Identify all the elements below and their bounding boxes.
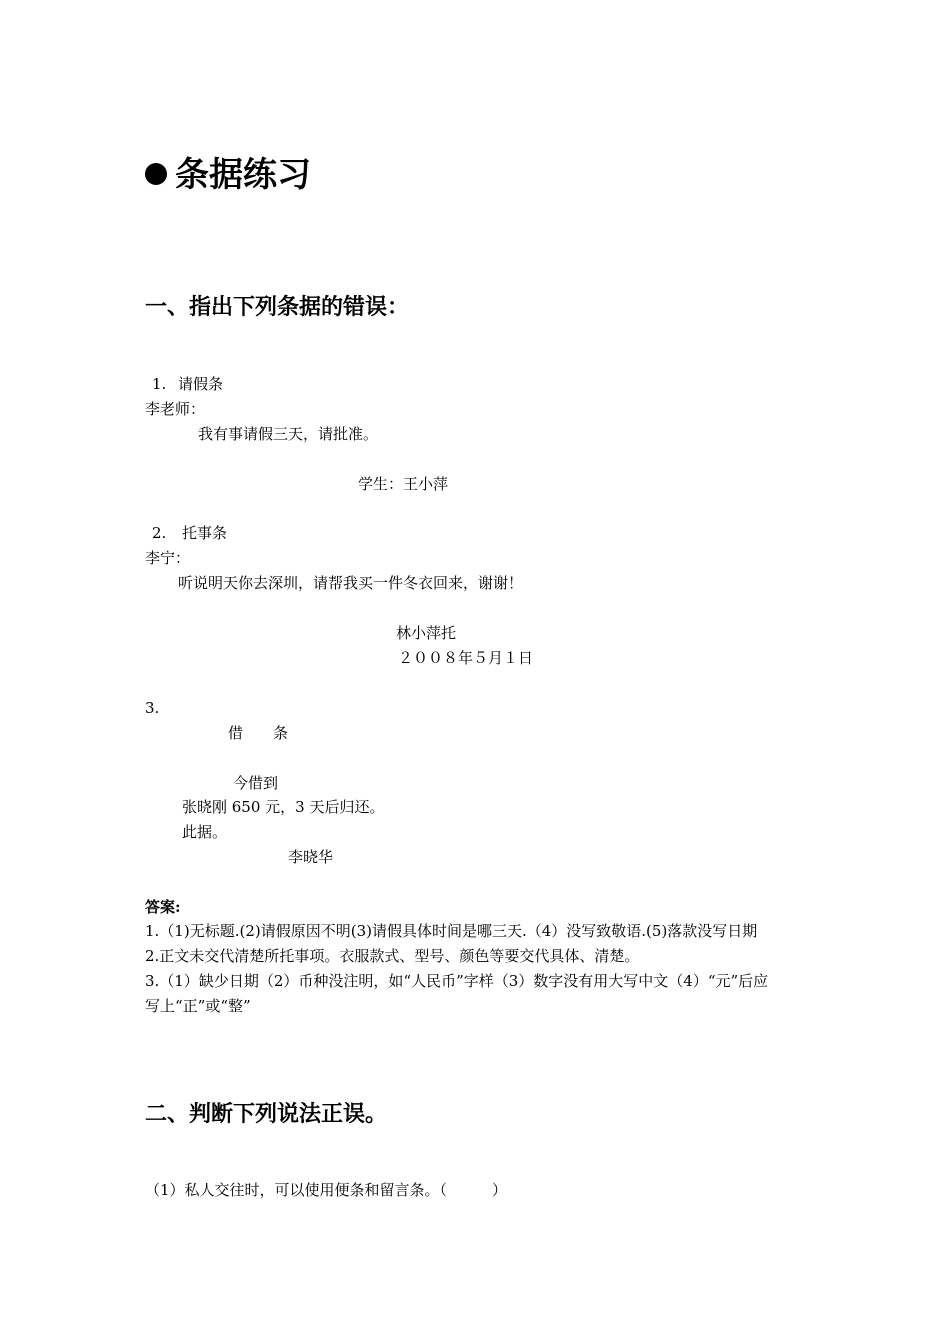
item2-label: 托事条 — [182, 524, 228, 542]
answer-3-line1: 3.（1）缺少日期（2）币种没注明，如“人民币”字样（3）数字没有用大写中文（4）“元”后应 — [145, 972, 769, 990]
item3-label: 借 条 — [228, 724, 289, 742]
item1-salutation: 李老师： — [145, 400, 206, 418]
page-title — [145, 155, 311, 195]
item1-body: 我有事请假三天，请批准。 — [198, 425, 379, 443]
answers-heading: 答案: — [145, 898, 181, 916]
item1-signature: 学生：王小萍 — [358, 475, 449, 493]
item2-signature: 林小萍托 — [396, 624, 457, 642]
item2-date: ２００８年５月１日 — [398, 649, 534, 667]
item2-number: 2. — [152, 524, 167, 542]
item2-salutation: 李宁： — [145, 549, 191, 567]
item3-line3: 此据。 — [182, 823, 228, 841]
page-title-text: 条据练习 — [175, 155, 311, 195]
item3-line1: 今借到 — [233, 774, 279, 792]
item1-number: 1. — [152, 375, 167, 393]
item3-line2: 张晓刚 650 元，3 天后归还。 — [182, 798, 385, 816]
item1-label: 请假条 — [178, 375, 224, 393]
section2-question-1: （1）私人交往时，可以使用便条和留言条。（ ） — [145, 1181, 508, 1199]
item3-number: 3. — [145, 699, 160, 717]
answer-1: 1.（1)无标题.(2)请假原因不明(3)请假具体时间是哪三天.（4）没写致敬语.(5)落款没写日期 — [145, 922, 758, 940]
answer-2: 2.正文未交代清楚所托事项。衣服款式、型号、颜色等要交代具体、清楚。 — [145, 947, 640, 965]
section2-heading: 二、判断下列说法正误。 — [145, 1102, 388, 1127]
answer-3-line2: 写上“正”或“整” — [145, 997, 251, 1015]
section1-heading: 一、指出下列条据的错误： — [145, 295, 410, 320]
item2-body: 听说明天你去深圳，请帮我买一件冬衣回来，谢谢！ — [178, 574, 524, 592]
item3-signature: 李晓华 — [288, 848, 334, 866]
bullet-icon — [145, 163, 167, 185]
